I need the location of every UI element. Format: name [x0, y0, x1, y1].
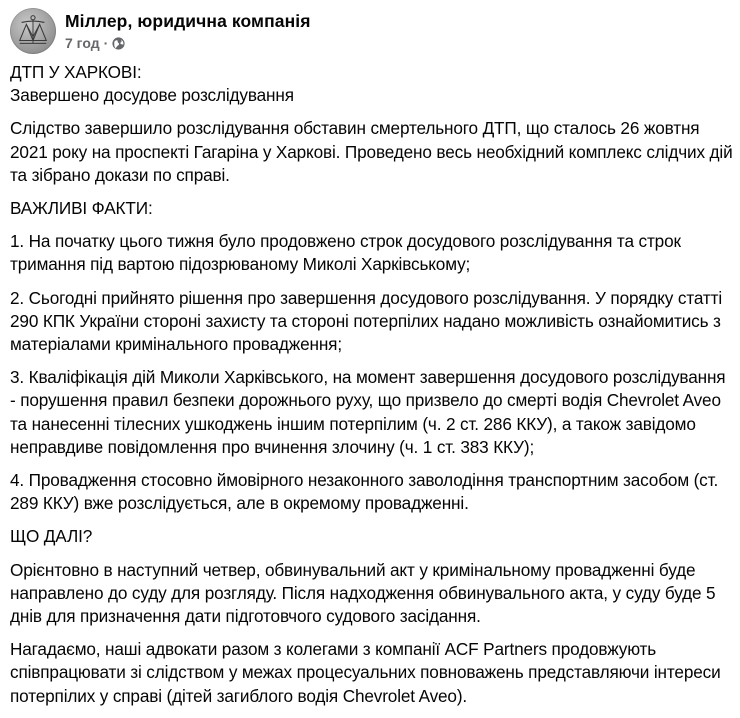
scales-of-justice-logo-icon [14, 12, 52, 50]
post-body [10, 61, 735, 718]
intro-paragraph: Слідство завершило розслідування обставин смертельного ДТП, що сталось 26 жовтня 2021 року на проспекті Гагаріна у Харкові. Проведено весь необхідний комплекс слідчих дій та зібрано докази по справі. [10, 118, 733, 185]
next-paragraph: Орієнтовно в наступний четвер, обвинувальний акт у кримінальному провадженні буде направлено до суду для розгляду. Після надходження обвинувального акта, у суду буде 5 днів для призначення дати підготовчого судового засідання. [10, 559, 716, 627]
fact-item: 3. Кваліфікація дій Миколи Харківського, на момент завершення досудового розслідування - порушення правил безпеки дорожнього руху, що призвело до смерті водія Chevrolet Aveo та нанесенні тілесних ушкоджень іншим потерпілим (ч. 2 ст. 286 ККУ), а також завідомо неправдиве повідомлення про вчинення злочину (ч. 1 ст. 383 ККУ); [10, 367, 726, 457]
author-block [65, 10, 311, 52]
post-title-line-1: ДТП У ХАРКОВІ: [10, 62, 142, 82]
meta-separator: · [103, 35, 109, 51]
fact-item: 1. На початку цього тижня було продовжено строк досудового розслідування та строк тримання під вартою підозрюваному Миколі Харківському; [10, 231, 681, 275]
fact-item: 2. Сьогодні прийнято рішення про завершення досудового розслідування. У порядку статті 290 КПК України стороні захисту та стороні потерпілих надано можливість ознайомитись з матеріалами кримінального провадження; [10, 287, 722, 355]
post-header [10, 6, 311, 56]
closing-paragraph: Нагадаємо, наші адвокати разом з колегами з компанії ACF Partners продовжують співпрацювати зі слідством у межах процесуальних повноважень представляючи інтереси потерпілих у справі (дітей загиблого водія Chevrolet Aveo). [10, 639, 721, 706]
facts-heading: ВАЖЛИВІ ФАКТИ: [10, 198, 153, 219]
post-meta [65, 34, 311, 52]
avatar[interactable] [10, 8, 56, 54]
next-heading: ЩО ДАЛІ? [10, 526, 93, 547]
post-title-line-2: Завершено досудове розслідування [10, 85, 294, 106]
author-name[interactable]: Міллер, юридична компанія [65, 11, 311, 31]
globe-icon[interactable] [112, 37, 125, 50]
fact-item: 4. Провадження стосовно ймовірного незаконного заволодіння транспортним засобом (ст. 289 ККУ) вже розслідується, але в окремому провадженні. [10, 470, 719, 514]
post-timestamp[interactable]: 7 год [65, 35, 100, 51]
